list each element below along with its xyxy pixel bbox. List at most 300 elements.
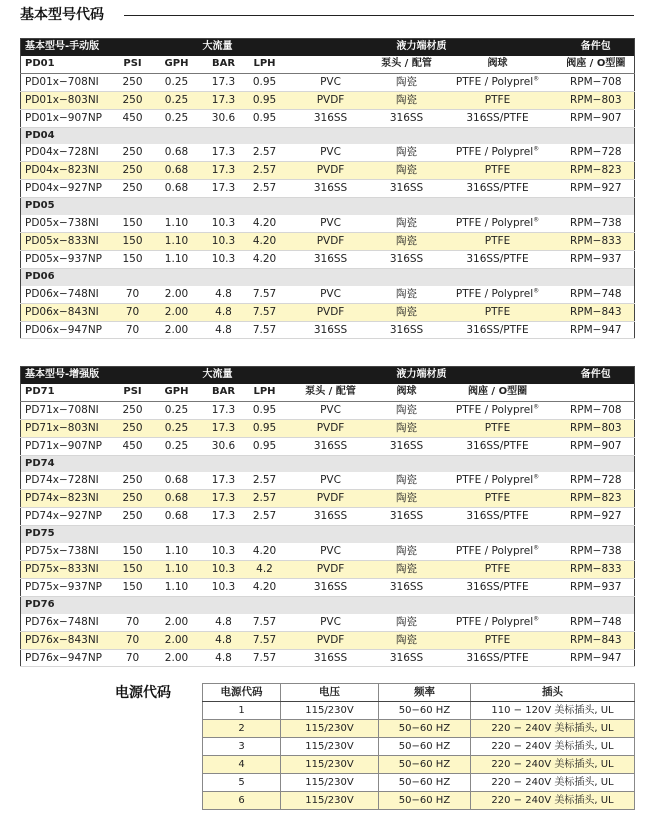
power-cell: 220 − 240V 美标插头, UL bbox=[471, 792, 635, 810]
table-cell: 250 bbox=[116, 508, 150, 526]
table-cell: 70 bbox=[116, 649, 150, 667]
table-subheader-row bbox=[21, 384, 635, 401]
table-cell: PTFE / Polyprel® bbox=[438, 543, 558, 560]
enhanced-model-table bbox=[20, 366, 635, 667]
subheader-cell: PSI bbox=[116, 56, 150, 73]
table-cell: 0.68 bbox=[150, 144, 204, 161]
power-header-cell: 电源代码 bbox=[203, 684, 281, 702]
table-cell: 7.57 bbox=[244, 303, 286, 321]
table-cell: RPM−803 bbox=[558, 91, 635, 109]
table-cell: 316SS bbox=[376, 321, 438, 339]
table-cell: 17.3 bbox=[204, 162, 244, 180]
table-row bbox=[21, 490, 635, 508]
table-cell: PTFE bbox=[438, 232, 558, 250]
table-cell: 250 bbox=[116, 401, 150, 419]
table-row bbox=[21, 543, 635, 560]
table-cell: 陶瓷 bbox=[376, 286, 438, 303]
registered-mark: ® bbox=[533, 403, 540, 411]
power-cell: 4 bbox=[203, 756, 281, 774]
table-cell: RPM−947 bbox=[558, 649, 635, 667]
table-cell: 0.25 bbox=[150, 437, 204, 455]
table-cell: 10.3 bbox=[204, 215, 244, 232]
table-cell: 70 bbox=[116, 614, 150, 631]
table-cell: RPM−708 bbox=[558, 73, 635, 91]
table-cell: 316SS bbox=[376, 437, 438, 455]
table-cell: 4.20 bbox=[244, 578, 286, 596]
table-cell: PD01x−803NI bbox=[21, 91, 116, 109]
table-cell: PVC bbox=[286, 144, 376, 161]
flow-header: 大流量 bbox=[150, 367, 286, 384]
table-cell: 0.95 bbox=[244, 419, 286, 437]
table-cell: RPM−738 bbox=[558, 543, 635, 560]
table-cell: PTFE / Polyprel® bbox=[438, 401, 558, 419]
table-cell: PTFE bbox=[438, 162, 558, 180]
table-row bbox=[21, 472, 635, 489]
table-cell: PD01x−708NI bbox=[21, 73, 116, 91]
subheader-cell: LPH bbox=[244, 56, 286, 73]
power-cell: 50−60 HZ bbox=[379, 720, 471, 738]
table-cell: PVC bbox=[286, 614, 376, 631]
table-row bbox=[21, 303, 635, 321]
model-header: 基本型号-增强版 bbox=[21, 367, 150, 384]
table-cell: PD75x−833NI bbox=[21, 560, 116, 578]
subheader-cell: PD71 bbox=[21, 384, 116, 401]
table-cell: PVDF bbox=[286, 560, 376, 578]
table-cell: 250 bbox=[116, 472, 150, 489]
table-cell: 4.8 bbox=[204, 649, 244, 667]
power-cell: 220 − 240V 美标插头, UL bbox=[471, 756, 635, 774]
table-cell: 316SS/PTFE bbox=[438, 321, 558, 339]
table-header-row bbox=[21, 39, 635, 56]
table-cell: PTFE / Polyprel® bbox=[438, 614, 558, 631]
table-cell: RPM−927 bbox=[558, 180, 635, 198]
subheader-cell: GPH bbox=[150, 56, 204, 73]
table-cell: PD05x−738NI bbox=[21, 215, 116, 232]
table-cell: 7.57 bbox=[244, 286, 286, 303]
table-cell: 10.3 bbox=[204, 560, 244, 578]
table-cell: 250 bbox=[116, 91, 150, 109]
table-cell: RPM−728 bbox=[558, 144, 635, 161]
table-cell: PTFE bbox=[438, 560, 558, 578]
table-cell: PD75x−738NI bbox=[21, 543, 116, 560]
table-cell: 70 bbox=[116, 631, 150, 649]
table-cell: 4.8 bbox=[204, 303, 244, 321]
table-cell: PTFE bbox=[438, 91, 558, 109]
table-cell: PVC bbox=[286, 472, 376, 489]
subheader-cell: BAR bbox=[204, 56, 244, 73]
power-cell: 50−60 HZ bbox=[379, 702, 471, 720]
table-cell: PD74x−823NI bbox=[21, 490, 116, 508]
power-header-row bbox=[203, 684, 635, 702]
table-cell: RPM−748 bbox=[558, 614, 635, 631]
table-cell: PD74x−728NI bbox=[21, 472, 116, 489]
table-cell: 150 bbox=[116, 232, 150, 250]
table-cell: RPM−823 bbox=[558, 490, 635, 508]
table-cell: PD74x−927NP bbox=[21, 508, 116, 526]
table-cell: 陶瓷 bbox=[376, 144, 438, 161]
table-cell: PD01x−907NP bbox=[21, 109, 116, 127]
power-row bbox=[203, 720, 635, 738]
table-cell: 0.95 bbox=[244, 91, 286, 109]
table-cell: RPM−927 bbox=[558, 508, 635, 526]
table-cell: 316SS bbox=[376, 180, 438, 198]
table-cell: 2.57 bbox=[244, 162, 286, 180]
power-code-label: 电源代码 bbox=[115, 685, 171, 701]
table-cell: 1.10 bbox=[150, 560, 204, 578]
table-row bbox=[21, 614, 635, 631]
table-cell: 316SS bbox=[286, 508, 376, 526]
table-cell: 316SS/PTFE bbox=[438, 437, 558, 455]
table-cell: 10.3 bbox=[204, 543, 244, 560]
table-cell: 陶瓷 bbox=[376, 73, 438, 91]
table-cell: 316SS bbox=[376, 649, 438, 667]
table-cell: 150 bbox=[116, 250, 150, 268]
table-cell: 0.25 bbox=[150, 73, 204, 91]
table-cell: 70 bbox=[116, 321, 150, 339]
table-cell: PTFE / Polyprel® bbox=[438, 73, 558, 91]
model-group-row bbox=[21, 268, 635, 285]
registered-mark: ® bbox=[533, 216, 540, 224]
table-cell: 7.57 bbox=[244, 321, 286, 339]
table-cell: 30.6 bbox=[204, 109, 244, 127]
table-cell: 1.10 bbox=[150, 215, 204, 232]
table-cell: RPM−843 bbox=[558, 303, 635, 321]
table-cell: 250 bbox=[116, 144, 150, 161]
power-cell: 50−60 HZ bbox=[379, 756, 471, 774]
table-cell: 陶瓷 bbox=[376, 419, 438, 437]
table-cell: 7.57 bbox=[244, 631, 286, 649]
table-cell: 7.57 bbox=[244, 614, 286, 631]
table-cell: PD76x−947NP bbox=[21, 649, 116, 667]
table-cell: 4.20 bbox=[244, 250, 286, 268]
registered-mark: ® bbox=[533, 145, 540, 153]
table-cell: PVC bbox=[286, 215, 376, 232]
power-code-table bbox=[202, 683, 635, 810]
model-group-label: PD05 bbox=[21, 198, 635, 215]
table-cell: PVC bbox=[286, 73, 376, 91]
table-cell: 316SS/PTFE bbox=[438, 578, 558, 596]
table-cell: 7.57 bbox=[244, 649, 286, 667]
table-cell: PVDF bbox=[286, 232, 376, 250]
model-group-label: PD06 bbox=[21, 268, 635, 285]
subheader-cell: PSI bbox=[116, 384, 150, 401]
table-cell: 316SS bbox=[376, 508, 438, 526]
table-cell: 10.3 bbox=[204, 250, 244, 268]
table-cell: PD06x−843NI bbox=[21, 303, 116, 321]
table-cell: 0.25 bbox=[150, 109, 204, 127]
table-cell: 0.68 bbox=[150, 490, 204, 508]
page-title: 基本型号代码 bbox=[20, 7, 104, 23]
table-cell: PTFE / Polyprel® bbox=[438, 472, 558, 489]
power-cell: 115/230V bbox=[281, 792, 379, 810]
table-cell: RPM−833 bbox=[558, 232, 635, 250]
power-cell: 220 − 240V 美标插头, UL bbox=[471, 774, 635, 792]
table-cell: 0.95 bbox=[244, 73, 286, 91]
table-row bbox=[21, 180, 635, 198]
table-cell: PVDF bbox=[286, 162, 376, 180]
spare-kit-header: 备件包 bbox=[558, 367, 635, 384]
table-cell: 17.3 bbox=[204, 401, 244, 419]
table-cell: 4.20 bbox=[244, 232, 286, 250]
table-row bbox=[21, 321, 635, 339]
table-cell: PD76x−843NI bbox=[21, 631, 116, 649]
table-cell: 150 bbox=[116, 578, 150, 596]
table-cell: 10.3 bbox=[204, 578, 244, 596]
table-cell: 17.3 bbox=[204, 472, 244, 489]
power-row bbox=[203, 774, 635, 792]
table-row bbox=[21, 560, 635, 578]
table-cell: PTFE / Polyprel® bbox=[438, 286, 558, 303]
table-cell: 0.68 bbox=[150, 472, 204, 489]
table-cell: 2.00 bbox=[150, 286, 204, 303]
table-cell: RPM−937 bbox=[558, 578, 635, 596]
power-cell: 50−60 HZ bbox=[379, 774, 471, 792]
table-cell: 450 bbox=[116, 437, 150, 455]
table-cell: RPM−823 bbox=[558, 162, 635, 180]
table-cell: 250 bbox=[116, 490, 150, 508]
table-cell: 1.10 bbox=[150, 578, 204, 596]
table-cell: PD05x−937NP bbox=[21, 250, 116, 268]
table-cell: 2.00 bbox=[150, 321, 204, 339]
table-row bbox=[21, 631, 635, 649]
subheader-cell: LPH bbox=[244, 384, 286, 401]
subheader-cell bbox=[558, 384, 635, 401]
table-cell: 陶瓷 bbox=[376, 215, 438, 232]
table-cell: RPM−708 bbox=[558, 401, 635, 419]
table-cell: 4.8 bbox=[204, 631, 244, 649]
power-cell: 115/230V bbox=[281, 738, 379, 756]
power-cell: 5 bbox=[203, 774, 281, 792]
table-cell: 316SS bbox=[286, 180, 376, 198]
table-subheader-row bbox=[21, 56, 635, 73]
power-header-cell: 插头 bbox=[471, 684, 635, 702]
table-cell: 4.8 bbox=[204, 614, 244, 631]
table-cell: 17.3 bbox=[204, 91, 244, 109]
table-cell: 70 bbox=[116, 303, 150, 321]
table-cell: PD05x−833NI bbox=[21, 232, 116, 250]
subheader-cell bbox=[286, 56, 376, 73]
power-cell: 115/230V bbox=[281, 774, 379, 792]
table-cell: PD06x−748NI bbox=[21, 286, 116, 303]
model-group-row bbox=[21, 127, 635, 144]
power-row bbox=[203, 792, 635, 810]
registered-mark: ® bbox=[533, 615, 540, 623]
table-cell: 1.10 bbox=[150, 543, 204, 560]
table-cell: 316SS/PTFE bbox=[438, 508, 558, 526]
table-cell: 0.68 bbox=[150, 508, 204, 526]
table-row bbox=[21, 109, 635, 127]
table-row bbox=[21, 144, 635, 161]
model-group-label: PD04 bbox=[21, 127, 635, 144]
power-cell: 220 − 240V 美标插头, UL bbox=[471, 738, 635, 756]
model-group-row bbox=[21, 526, 635, 543]
model-group-row bbox=[21, 596, 635, 613]
table-cell: PTFE bbox=[438, 631, 558, 649]
table-cell: 250 bbox=[116, 180, 150, 198]
table-cell: 陶瓷 bbox=[376, 631, 438, 649]
table-row bbox=[21, 419, 635, 437]
table-cell: 17.3 bbox=[204, 144, 244, 161]
table-cell: PTFE bbox=[438, 303, 558, 321]
table-cell: 4.2 bbox=[244, 560, 286, 578]
table-cell: 陶瓷 bbox=[376, 560, 438, 578]
power-cell: 3 bbox=[203, 738, 281, 756]
subheader-cell: 泵头 / 配管 bbox=[376, 56, 438, 73]
table-cell: 10.3 bbox=[204, 232, 244, 250]
power-cell: 1 bbox=[203, 702, 281, 720]
material-header: 液力端材质 bbox=[286, 39, 558, 56]
table-cell: PTFE bbox=[438, 419, 558, 437]
table-cell: 2.57 bbox=[244, 144, 286, 161]
table-cell: PVDF bbox=[286, 91, 376, 109]
table-cell: 316SS bbox=[286, 649, 376, 667]
table-cell: PD04x−728NI bbox=[21, 144, 116, 161]
table-row bbox=[21, 232, 635, 250]
table-cell: PD75x−937NP bbox=[21, 578, 116, 596]
table-cell: 316SS bbox=[286, 578, 376, 596]
table-cell: RPM−937 bbox=[558, 250, 635, 268]
table-cell: RPM−738 bbox=[558, 215, 635, 232]
table-row bbox=[21, 91, 635, 109]
table-cell: 316SS/PTFE bbox=[438, 250, 558, 268]
model-group-row bbox=[21, 198, 635, 215]
table-cell: PVDF bbox=[286, 490, 376, 508]
table-cell: 450 bbox=[116, 109, 150, 127]
table-cell: 2.57 bbox=[244, 490, 286, 508]
power-cell: 110 − 120V 美标插头, UL bbox=[471, 702, 635, 720]
table-row bbox=[21, 286, 635, 303]
table-cell: PD71x−803NI bbox=[21, 419, 116, 437]
subheader-cell: 泵头 / 配管 bbox=[286, 384, 376, 401]
table-cell: 2.57 bbox=[244, 508, 286, 526]
table-cell: PD04x−927NP bbox=[21, 180, 116, 198]
flow-header: 大流量 bbox=[150, 39, 286, 56]
table-cell: 70 bbox=[116, 286, 150, 303]
table-cell: 316SS bbox=[376, 250, 438, 268]
table-cell: 316SS bbox=[286, 250, 376, 268]
table-cell: PVDF bbox=[286, 303, 376, 321]
table-cell: PVDF bbox=[286, 631, 376, 649]
table-cell: 2.57 bbox=[244, 472, 286, 489]
power-cell: 115/230V bbox=[281, 756, 379, 774]
table-cell: 316SS bbox=[376, 109, 438, 127]
registered-mark: ® bbox=[533, 75, 540, 83]
table-cell: 陶瓷 bbox=[376, 401, 438, 419]
power-header-cell: 频率 bbox=[379, 684, 471, 702]
power-cell: 2 bbox=[203, 720, 281, 738]
table-cell: 250 bbox=[116, 419, 150, 437]
table-cell: 0.95 bbox=[244, 401, 286, 419]
table-row bbox=[21, 437, 635, 455]
table-cell: 17.3 bbox=[204, 73, 244, 91]
table-cell: 1.10 bbox=[150, 250, 204, 268]
table-cell: 0.68 bbox=[150, 162, 204, 180]
table-cell: 陶瓷 bbox=[376, 232, 438, 250]
table-cell: PVC bbox=[286, 286, 376, 303]
table-cell: PVDF bbox=[286, 419, 376, 437]
table-cell: PD06x−947NP bbox=[21, 321, 116, 339]
table-cell: 2.00 bbox=[150, 614, 204, 631]
table-cell: PD71x−907NP bbox=[21, 437, 116, 455]
table-cell: 0.25 bbox=[150, 91, 204, 109]
table-cell: 316SS/PTFE bbox=[438, 109, 558, 127]
table-cell: 250 bbox=[116, 73, 150, 91]
table-cell: 30.6 bbox=[204, 437, 244, 455]
table-cell: 陶瓷 bbox=[376, 490, 438, 508]
table-cell: 陶瓷 bbox=[376, 162, 438, 180]
power-row bbox=[203, 756, 635, 774]
table-cell: 0.25 bbox=[150, 419, 204, 437]
table-cell: PVC bbox=[286, 543, 376, 560]
table-cell: 150 bbox=[116, 215, 150, 232]
table-cell: 0.95 bbox=[244, 109, 286, 127]
table-cell: PD71x−708NI bbox=[21, 401, 116, 419]
table-cell: 316SS bbox=[376, 578, 438, 596]
subheader-cell: 阀座 / O型圈 bbox=[438, 384, 558, 401]
table-cell: 17.3 bbox=[204, 180, 244, 198]
model-group-label: PD76 bbox=[21, 596, 635, 613]
subheader-cell: 阀球 bbox=[376, 384, 438, 401]
table-row bbox=[21, 508, 635, 526]
table-cell: 陶瓷 bbox=[376, 303, 438, 321]
table-cell: 1.10 bbox=[150, 232, 204, 250]
registered-mark: ® bbox=[533, 473, 540, 481]
table-cell: 316SS/PTFE bbox=[438, 180, 558, 198]
table-cell: 2.00 bbox=[150, 303, 204, 321]
power-row bbox=[203, 738, 635, 756]
page-title-bar bbox=[20, 4, 634, 26]
table-cell: PD04x−823NI bbox=[21, 162, 116, 180]
table-cell: PTFE / Polyprel® bbox=[438, 215, 558, 232]
table-row bbox=[21, 578, 635, 596]
table-cell: 2.00 bbox=[150, 649, 204, 667]
table-cell: 150 bbox=[116, 560, 150, 578]
table-cell: PTFE bbox=[438, 490, 558, 508]
registered-mark: ® bbox=[533, 287, 540, 295]
table-cell: PTFE / Polyprel® bbox=[438, 144, 558, 161]
material-header: 液力端材质 bbox=[286, 367, 558, 384]
table-cell: 17.3 bbox=[204, 508, 244, 526]
table-cell: 316SS bbox=[286, 321, 376, 339]
table-cell: RPM−843 bbox=[558, 631, 635, 649]
model-group-row bbox=[21, 455, 635, 472]
spare-kit-header: 备件包 bbox=[558, 39, 635, 56]
table-cell: RPM−907 bbox=[558, 437, 635, 455]
power-cell: 115/230V bbox=[281, 720, 379, 738]
power-cell: 50−60 HZ bbox=[379, 738, 471, 756]
table-row bbox=[21, 401, 635, 419]
table-cell: PVC bbox=[286, 401, 376, 419]
subheader-cell: GPH bbox=[150, 384, 204, 401]
table-cell: 4.20 bbox=[244, 543, 286, 560]
table-cell: 2.57 bbox=[244, 180, 286, 198]
table-cell: 4.8 bbox=[204, 286, 244, 303]
subheader-cell: PD01 bbox=[21, 56, 116, 73]
table-cell: 0.25 bbox=[150, 401, 204, 419]
table-cell: RPM−907 bbox=[558, 109, 635, 127]
model-group-label: PD75 bbox=[21, 526, 635, 543]
table-cell: 17.3 bbox=[204, 490, 244, 508]
table-cell: 17.3 bbox=[204, 419, 244, 437]
table-cell: RPM−748 bbox=[558, 286, 635, 303]
table-cell: 陶瓷 bbox=[376, 614, 438, 631]
power-cell: 220 − 240V 美标插头, UL bbox=[471, 720, 635, 738]
power-header-cell: 电压 bbox=[281, 684, 379, 702]
table-cell: 0.95 bbox=[244, 437, 286, 455]
table-row bbox=[21, 162, 635, 180]
table-cell: PD76x−748NI bbox=[21, 614, 116, 631]
power-cell: 6 bbox=[203, 792, 281, 810]
